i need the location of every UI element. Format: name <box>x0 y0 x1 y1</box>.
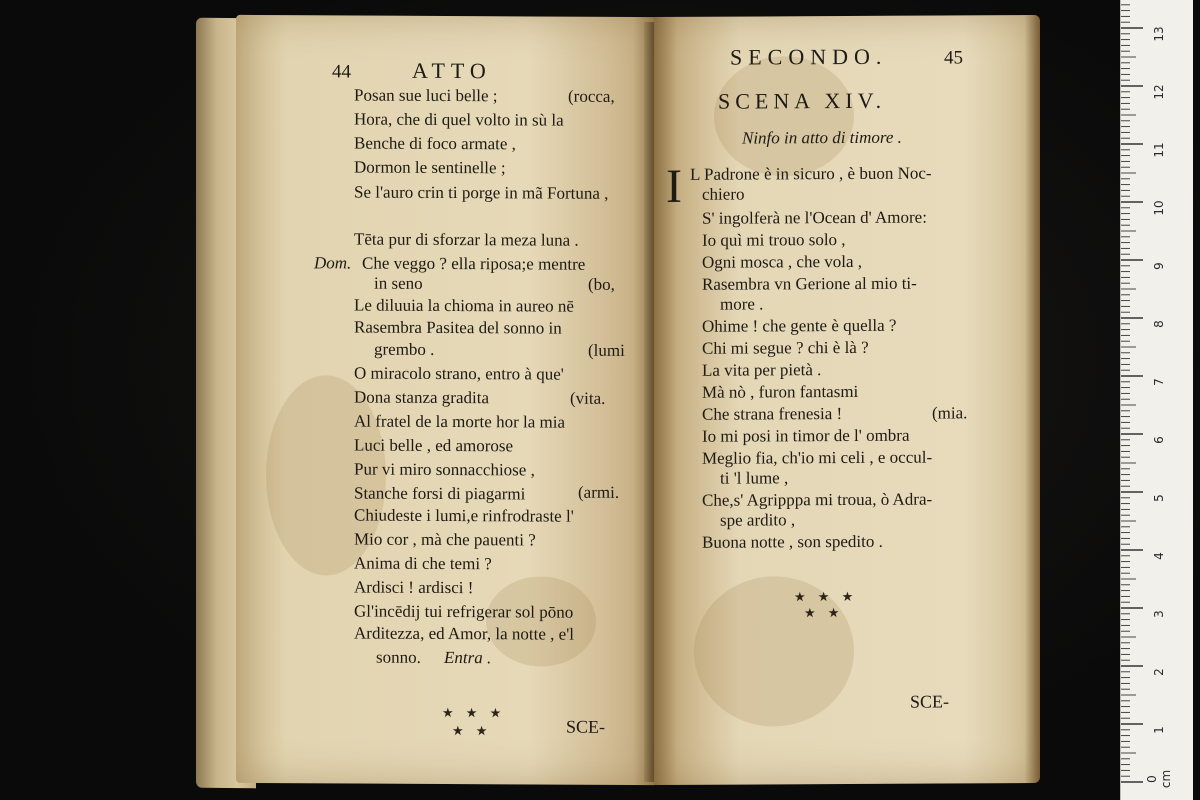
ruler-number: 6 <box>1152 436 1166 444</box>
text-line: Ohime ! che gente è quella ? <box>702 315 897 336</box>
running-head: ATTO <box>412 57 492 84</box>
paper-stain <box>714 56 854 177</box>
text-line: Se l'auro crin ti porge in mã Fortuna , <box>354 182 609 203</box>
text-line: Rasembra Pasitea del sonno in <box>354 317 562 338</box>
text-line: Mà nò , furon fantasmi <box>702 381 859 402</box>
text-line: (vita. <box>570 388 606 408</box>
text-line: (armi. <box>578 482 620 502</box>
ruler-number: 2 <box>1152 668 1166 676</box>
star-ornament-top: ★ ★ ★ <box>442 705 506 722</box>
page-number: 44 <box>332 61 351 83</box>
measurement-ruler <box>1120 0 1193 800</box>
stage-direction: Ninfo in atto di timore . <box>742 127 902 148</box>
text-line: Ardisci ! ardisci ! <box>354 577 474 598</box>
catchword: SCE- <box>910 691 950 712</box>
text-line: Dona stanza gradita <box>354 387 489 408</box>
text-line: grembo . <box>374 339 435 359</box>
ruler-number: 10 <box>1152 200 1166 216</box>
star-ornament-bottom: ★ ★ <box>804 606 844 622</box>
text-line: Che strana frenesia ! <box>702 404 843 424</box>
text-line: Posan sue luci belle ; <box>354 85 498 106</box>
text-line: spe ardito , <box>720 510 796 530</box>
text-line: Chiudeste i lumi,e rinfrodraste l' <box>354 505 574 526</box>
text-line: Buona notte , son spedito . <box>702 531 883 552</box>
left-page <box>236 15 654 785</box>
page-number: 45 <box>944 47 963 69</box>
text-line: sonno. <box>376 647 421 667</box>
text-line: Luci belle , ed amorose <box>354 435 514 456</box>
text-line: Le diluuia la chioma in aureo nē <box>354 295 574 316</box>
ruler-number: 11 <box>1152 142 1166 158</box>
right-page <box>654 15 1040 785</box>
star-ornament-top: ★ ★ ★ <box>794 589 858 606</box>
ruler-unit-label: 0 cm <box>1145 769 1173 789</box>
text-line: Tēta pur di sforzar la meza luna . <box>354 229 579 250</box>
text-line: Io mi posi in timor de l' ombra <box>702 425 910 446</box>
text-line: Hora, che di quel volto in sù la <box>354 109 564 130</box>
star-ornament-bottom: ★ ★ <box>452 724 492 740</box>
ruler-number: 4 <box>1152 552 1166 560</box>
text-line: (mia. <box>932 403 968 423</box>
speaker-label: Dom. <box>314 253 352 273</box>
text-line: Ogni mosca , che vola , <box>702 251 863 272</box>
text-line: La vita per pietà . <box>702 360 822 380</box>
text-line: chiero <box>702 184 745 204</box>
ruler-number: 9 <box>1152 262 1166 270</box>
ruler-number: 7 <box>1152 378 1166 386</box>
text-line: Che,s' Agripppa mi troua, ò Adra- <box>702 489 933 510</box>
ruler-number: 8 <box>1152 320 1166 328</box>
text-line: Che veggo ? ella riposa;e mentre <box>362 253 586 274</box>
text-line: Benche di foco armate , <box>354 133 516 154</box>
text-line: Rasembra vn Gerione al mio ti- <box>702 273 917 294</box>
ruler-number: 13 <box>1152 26 1166 42</box>
ruler-number: 5 <box>1152 494 1166 502</box>
ruler-number: 12 <box>1152 84 1166 100</box>
running-head: SECONDO. <box>730 43 888 70</box>
text-line: S' ingolferà ne l'Ocean d' Amore: <box>702 207 927 228</box>
text-line: in seno <box>374 273 423 293</box>
ruler-number: 1 <box>1152 726 1166 734</box>
text-line: L Padrone è in sicuro , è buon Noc- <box>690 163 932 184</box>
stage-exit: Entra . <box>444 647 492 668</box>
text-line: (lumi <box>588 340 625 360</box>
text-line: ti 'l lume , <box>720 468 789 488</box>
text-line: O miracolo strano, entro à que' <box>354 363 564 384</box>
text-line: more . <box>720 294 764 314</box>
text-line: Mio cor , mà che pauenti ? <box>354 529 536 550</box>
text-line: (bo, <box>588 274 615 294</box>
scene-title: SCENA XIV. <box>718 87 887 114</box>
catchword: SCE- <box>566 716 606 737</box>
text-line: Stanche forsi di piagarmi <box>354 483 526 504</box>
text-line: Meglio fia, ch'io mi celi , e occul- <box>702 447 933 468</box>
open-book <box>196 10 1056 795</box>
text-line: Io quì mi trouo solo , <box>702 230 846 250</box>
text-line: Gl'incēdij tui refrigerar sol pōno <box>354 601 574 622</box>
text-line: (rocca, <box>568 86 615 106</box>
text-line: Pur vi miro sonnacchiose , <box>354 459 535 480</box>
text-line: Dormon le sentinelle ; <box>354 157 506 178</box>
text-line: Anima di che temi ? <box>354 553 492 574</box>
ruler-number: 3 <box>1152 610 1166 618</box>
drop-cap: I <box>666 159 682 213</box>
text-line: Arditezza, ed Amor, la notte , e'l <box>354 623 574 644</box>
text-line: Chi mi segue ? chi è là ? <box>702 337 869 358</box>
text-line: Al fratel de la morte hor la mia <box>354 411 565 432</box>
